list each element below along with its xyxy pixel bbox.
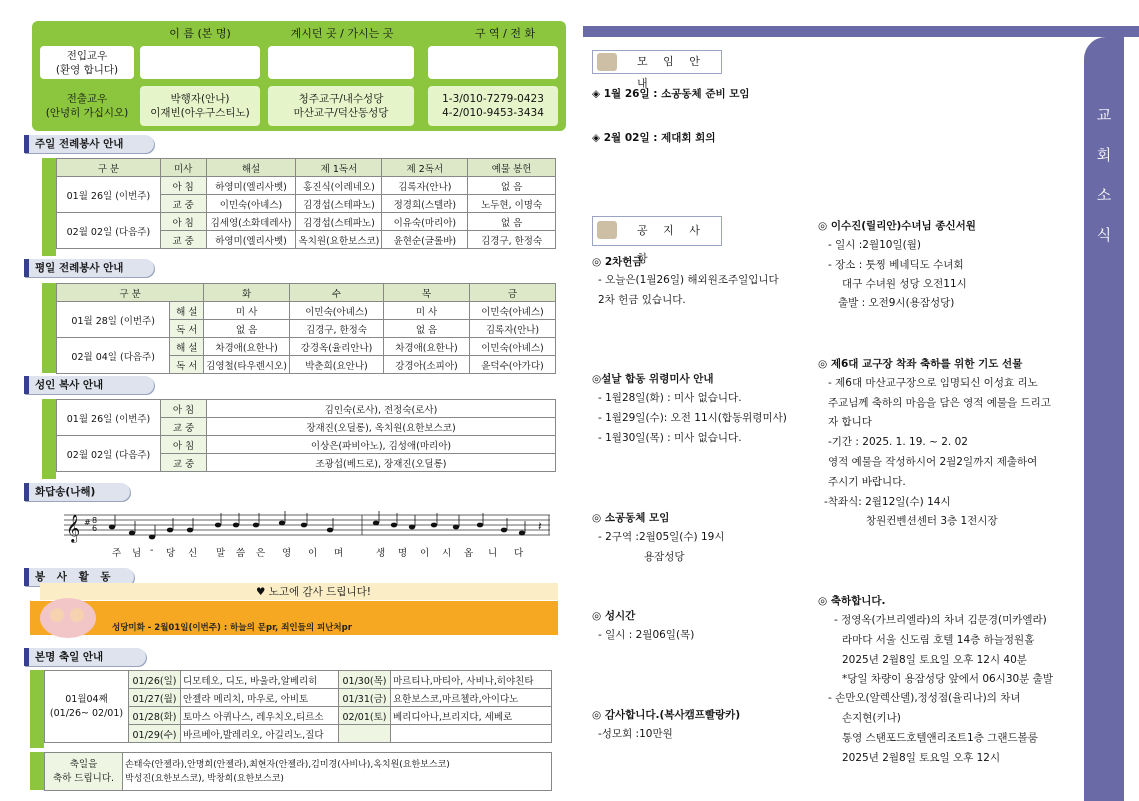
table-cell: [391, 725, 552, 743]
table-cell: 차경애(요한나): [204, 338, 290, 356]
table-cell: 윤현순(글롤바): [382, 231, 468, 249]
table-cell: 독 서: [170, 356, 204, 374]
table-cell: 마르티나,마티아, 사비나,히야친타: [391, 671, 552, 689]
adult-date-1: 01월 26일 (이번주): [57, 400, 161, 436]
notice-line: - 1월28일(화) : 미사 없습니다.: [598, 392, 742, 404]
table-cell: 미 사: [384, 302, 470, 320]
table-cell: 장재진(오딜롱), 옥치원(요한보스코): [207, 418, 556, 436]
note-head: [149, 535, 155, 540]
header-name: 이 름 (본 명): [169, 27, 231, 40]
table-cell: 이유숙(마리아): [382, 213, 468, 231]
volunteer-illustration-icon: [40, 598, 96, 638]
table-cell: 교 중: [160, 195, 206, 213]
note-head: [327, 528, 333, 533]
notice-line: ◎ 축하합니다.: [818, 595, 886, 607]
congrats-label-1: 축일을: [69, 758, 98, 770]
notice-line: 통영 스탠포드호텔앤리조트1층 그랜드볼룸: [842, 732, 1038, 744]
table-cell: 토마스 아퀴나스, 레우치오,티르소: [181, 707, 339, 725]
notice-line: 대구 수녀원 성당 오전11시: [842, 278, 967, 290]
note-head: [391, 523, 397, 528]
table-cell: 아 침: [161, 436, 207, 454]
table-cell: 김경섭(스테파노): [296, 195, 382, 213]
table-cell: 김경구, 한정숙: [468, 231, 556, 249]
adult-title: 성인 복사 안내: [24, 376, 154, 394]
banner-char-2: 회: [1096, 146, 1112, 164]
right-top-bar: [583, 26, 1139, 37]
note-head: [215, 523, 221, 528]
notice-line: 용잠성당: [644, 551, 685, 563]
notice-line: - 제6대 마산교구장으로 임명되신 이성효 리노: [828, 377, 1038, 389]
weekday-date-2: 02월 04일 (다음주): [57, 338, 170, 374]
out-phones: [428, 86, 558, 126]
table-cell: 조광섭(베드로), 장재진(오딜롱): [207, 454, 556, 472]
weekday-title: 평일 전례봉사 안내: [24, 259, 154, 277]
lyric-syllable: 은: [256, 548, 266, 559]
svg-text:6: 6: [92, 524, 98, 533]
table-cell: 강경아(소피아): [384, 356, 470, 374]
service-thanks-text: 노고에 감사 드립니다!: [268, 586, 371, 598]
in-label-line1: 전입교우: [66, 49, 108, 62]
transfer-box: [32, 21, 566, 131]
svg-text:#: #: [84, 518, 91, 527]
table-cell: 이민숙(아녜스): [290, 302, 384, 320]
lyric-syllable: 명: [398, 548, 408, 559]
notice-line: 주교님께 축하의 마음을 담은 영적 예물을 드리고: [828, 397, 1051, 409]
congrats-names-1: 손태숙(안젤라),안명희(안젤라),최현자(안젤라),김미경(사비나),옥치원(요한보스코): [125, 759, 450, 770]
notice-line: - 오늘은(1월26일) 해외원조주일입니다: [598, 274, 779, 286]
notice-line: - 일시 : 2월06일(목): [598, 629, 695, 641]
table-cell: 02/01(토): [339, 707, 391, 725]
table-cell: 01/26(일): [129, 671, 181, 689]
notice-line: - 손만오(알렉산델),정성점(율리나)의 차녀: [828, 692, 1021, 704]
lyric-syllable: 당: [166, 548, 176, 559]
table-cell: 01/31(금): [339, 689, 391, 707]
sunday-h-5: 예물 봉헌: [468, 159, 556, 177]
notice-line: -기간 : 2025. 1. 19. ~ 2. 02: [828, 436, 968, 448]
table-cell: 01/29(수): [129, 725, 181, 743]
svg-text:𝄽: 𝄽: [538, 519, 542, 533]
table-cell: 교 중: [161, 418, 207, 436]
notice-line: ◎ 감사합니다.(복사캠프빨랑카): [592, 709, 741, 721]
table-cell: 안젤라 메리치, 마우로, 아비토: [181, 689, 339, 707]
congrats-names: [123, 753, 552, 791]
table-cell: 없 음: [384, 320, 470, 338]
banner-char-3: 소: [1096, 186, 1112, 204]
table-cell: 베리디아나,브리지다, 세베로: [391, 707, 552, 725]
congrats-table: [44, 752, 552, 791]
table-cell: 하영미(엘리사벳): [206, 177, 296, 195]
table-cell: 이민숙(아녜스): [470, 302, 556, 320]
table-cell: 정경희(스텔라): [382, 195, 468, 213]
adult-date-2: 02월 02일 (다음주): [57, 436, 161, 472]
notice-line: 창원컨벤션센터 3층 1전시장: [866, 515, 998, 527]
table-cell: 없 음: [468, 213, 556, 231]
note-head: [477, 523, 483, 528]
lyric-syllable: 다: [514, 548, 524, 559]
adult-table: [56, 399, 556, 472]
sunday-h-4: 제 2독서: [382, 159, 468, 177]
notice-line: ◎ 성시간: [592, 610, 636, 622]
table-cell: 홍진식(이레네오): [296, 177, 382, 195]
header-district: 구 역 / 전 화: [474, 27, 536, 40]
meeting-item-2: ◈ 2월 02일 : 제대회 회의: [592, 132, 716, 144]
lyric-syllable: 니: [488, 548, 498, 559]
out-phone-2: 4-2/010-9453-3434: [442, 107, 544, 119]
notice-line: - 2구역 :2월05일(수) 19시: [598, 531, 725, 543]
banner-char-4: 식: [1096, 226, 1112, 244]
table-cell: 김록자(안나): [470, 320, 556, 338]
sunday-h-1: 미사: [160, 159, 206, 177]
table-cell: 김세영(소화데레사): [206, 213, 296, 231]
notice-line: 2025년 2월8일 토요일 오후 12시 40분: [842, 654, 1027, 666]
svg-text:𝄞: 𝄞: [66, 514, 81, 542]
table-cell: 바르베아,발레리오, 아길리노,질다: [181, 725, 339, 743]
congrats-stripe: [30, 752, 44, 790]
adult-stripe: [42, 399, 56, 479]
note-head: [129, 531, 135, 536]
notice-line: 2차 헌금 있습니다.: [598, 294, 686, 306]
note-head: [233, 523, 239, 528]
note-head: [453, 525, 459, 530]
notice-line: 출발 : 오전9시(용잠성당): [838, 297, 955, 309]
notice-line: 주시기 바랍니다.: [828, 476, 906, 488]
table-cell: 미 사: [204, 302, 290, 320]
notice-line: *당일 차량이 용잠성당 앞에서 06시30분 출발: [842, 673, 1053, 685]
notice-line: - 1월30일(목) : 미사 없습니다.: [598, 432, 742, 444]
table-cell: [339, 725, 391, 743]
psalm-title: 화답송(나해): [24, 483, 130, 501]
lyric-syllable: 며: [334, 548, 344, 559]
table-cell: 노두현, 이명숙: [468, 195, 556, 213]
feast-stripe: [30, 670, 44, 748]
lyric-syllable: 주: [112, 548, 122, 559]
table-cell: 해 설: [170, 302, 204, 320]
table-cell: 01/28(화): [129, 707, 181, 725]
sunday-date-1: 01월 26일 (이번주): [57, 177, 161, 213]
weekday-h-1: 화: [204, 284, 290, 302]
weekday-h-0: 구 분: [57, 284, 204, 302]
sunday-title: 주일 전례봉사 안내: [24, 135, 154, 153]
note-head: [253, 523, 259, 528]
lyric-syllable: 신: [188, 548, 198, 559]
psalm-score: [60, 505, 560, 545]
lyric-syllable: 시: [442, 548, 452, 559]
table-cell: 옥치원(요한보스코): [296, 231, 382, 249]
weekday-table: [56, 283, 556, 374]
out-name-2: 이재빈(아우구스티노): [150, 107, 250, 119]
lyric-syllable: 생: [376, 548, 386, 559]
note-head: [279, 521, 285, 526]
table-cell: 교 중: [161, 454, 207, 472]
weekday-h-2: 수: [290, 284, 384, 302]
lyric-syllable: 이: [308, 548, 318, 559]
out-place-1: 청주교구/내수성당: [298, 93, 384, 105]
weekday-stripe: [42, 283, 56, 373]
table-cell: 김경구, 한정숙: [290, 320, 384, 338]
table-cell: 김경섭(스테파노): [296, 213, 382, 231]
table-cell: 김인숙(로사), 전정숙(로사): [207, 400, 556, 418]
lyric-syllable: -: [150, 545, 154, 556]
service-item: 성당미화 - 2월01일(이번주) : 하늘의 문pr, 죄인들의 피난처pr: [112, 623, 352, 633]
congrats-names-2: 박성진(요한보스코), 박창희(요한보스코): [125, 773, 284, 784]
notice-line: - 일시 :2월10일(월): [828, 239, 921, 251]
note-head: [409, 525, 415, 530]
notice-line: - 정영옥(가브리엘라)의 차녀 김문경(미카엘라): [834, 614, 1047, 626]
notice-line: ◎ 소공동체 모임: [592, 512, 670, 524]
notice-line: - 1월29일(수): 오전 11시(합동위령미사): [598, 412, 787, 424]
congrats-label: [45, 753, 123, 791]
table-cell: 없 음: [468, 177, 556, 195]
sunday-table: [56, 158, 556, 249]
out-label: [40, 86, 134, 126]
priest-portrait-icon: [597, 221, 617, 239]
table-cell: 교 중: [160, 231, 206, 249]
in-label: [40, 46, 134, 79]
notice-line: -착좌식: 2월12일(수) 14시: [824, 496, 951, 508]
out-places: [268, 86, 414, 126]
service-title: 봉 사 활 동: [24, 568, 134, 586]
service-thanks: [256, 584, 371, 599]
table-cell: 01/30(목): [339, 671, 391, 689]
in-district-field: [428, 46, 558, 79]
notice-line: -성모회 :10만원: [598, 728, 673, 740]
feast-week-2: (01/26~ 02/01): [49, 707, 124, 719]
table-cell: 김영철(타우렌시오): [204, 356, 290, 374]
note-head: [167, 528, 173, 533]
in-name-field: [140, 46, 260, 79]
out-place-2: 마산교구/덕산동성당: [293, 107, 389, 119]
header-place: 계시던 곳 / 가시는 곳: [290, 27, 394, 40]
weekday-date-1: 01월 28일 (이번주): [57, 302, 170, 338]
table-cell: 강경옥(율리안나): [290, 338, 384, 356]
out-name-1: 박행자(안나): [170, 93, 230, 105]
note-head: [501, 528, 507, 533]
table-cell: 01/27(월): [129, 689, 181, 707]
table-cell: 이민숙(아녜스): [206, 195, 296, 213]
out-names: [140, 86, 260, 126]
table-cell: 없 음: [204, 320, 290, 338]
table-cell: 이상은(파비아노), 김성애(마리아): [207, 436, 556, 454]
meeting-item-1: ◈ 1월 26일 : 소공동체 준비 모임: [592, 88, 750, 100]
sunday-date-2: 02월 02일 (다음주): [57, 213, 161, 249]
notice-line: ◎ 이수진(릴리안)수녀님 종신서원: [818, 220, 976, 232]
feast-week: [45, 671, 129, 743]
congrats-label-2: 축하 드립니다.: [52, 772, 115, 784]
out-label-line2: (안녕히 가십시오): [45, 107, 129, 119]
feast-table: [44, 670, 552, 743]
note-head: [519, 531, 525, 536]
table-cell: 요한보스코,마르첼라,아이다노: [391, 689, 552, 707]
lyric-syllable: 옵: [464, 548, 474, 559]
lyric-syllable: 이: [420, 548, 430, 559]
meeting-title: 모 임 안 내: [637, 55, 706, 90]
table-cell: 아 침: [160, 213, 206, 231]
priest-portrait-icon: [597, 53, 617, 71]
svg-text:8: 8: [92, 516, 98, 525]
notice-line: ◎ 제6대 교구장 착좌 축하를 위한 기도 선물: [818, 358, 1023, 370]
note-head: [109, 525, 115, 530]
notice-line: 손지현(키나): [842, 712, 901, 724]
note-head: [373, 521, 379, 526]
heart-icon: ♥: [256, 586, 266, 598]
table-cell: 독 서: [170, 320, 204, 338]
sunday-h-3: 제 1독서: [296, 159, 382, 177]
table-cell: 윤덕수(아가다): [470, 356, 556, 374]
sunday-stripe: [42, 158, 56, 256]
out-label-line1: 전출교우: [66, 93, 108, 105]
table-cell: 아 침: [161, 400, 207, 418]
lyric-syllable: 님: [132, 548, 142, 559]
weekday-h-3: 목: [384, 284, 470, 302]
note-head: [301, 523, 307, 528]
lyric-syllable: 말: [216, 548, 226, 559]
feast-week-1: 01월04째: [65, 693, 108, 705]
table-cell: 차경애(요한나): [384, 338, 470, 356]
notice-line: - 장소 : 툿찡 베네딕도 수녀회: [828, 259, 964, 271]
note-head: [187, 528, 193, 533]
table-cell: 해 설: [170, 338, 204, 356]
table-cell: 이민숙(아녜스): [470, 338, 556, 356]
banner-char-1: 교: [1096, 106, 1112, 124]
in-place-field: [268, 46, 414, 79]
notice-line: 영적 예물을 작성하시어 2월2일까지 제출하여: [828, 456, 1038, 468]
table-cell: 아 침: [160, 177, 206, 195]
sunday-h-2: 해설: [206, 159, 296, 177]
notice-line: 2025년 2월8일 토요일 오후 12시: [842, 752, 1001, 764]
table-cell: 디모테오, 디도, 바울라,알베리히: [181, 671, 339, 689]
notice-line: ◎ 2차헌금: [592, 256, 643, 268]
lyric-syllable: 씀: [236, 548, 246, 559]
psalm-lyrics: [112, 545, 542, 559]
in-label-line2: (환영 합니다): [55, 63, 119, 76]
feast-title: 본명 축일 안내: [24, 648, 146, 666]
table-cell: 김록자(안나): [382, 177, 468, 195]
notice-title: 공 지 사 항: [637, 224, 706, 265]
lyric-syllable: 영: [282, 548, 292, 559]
out-phone-1: 1-3/010-7279-0423: [442, 93, 544, 105]
notice-line: 자 합니다: [828, 416, 872, 428]
meeting-box: [592, 50, 722, 90]
note-head: [431, 523, 437, 528]
notice-line: ◎설날 합동 위령미사 안내: [592, 373, 714, 385]
notice-line: 라마다 서울 신도림 호텔 14층 하늘정원홀: [842, 634, 1035, 646]
weekday-h-4: 금: [470, 284, 556, 302]
table-cell: 박춘희(요안나): [290, 356, 384, 374]
sunday-h-0: 구 분: [57, 159, 161, 177]
table-cell: 하영미(엘리사벳): [206, 231, 296, 249]
